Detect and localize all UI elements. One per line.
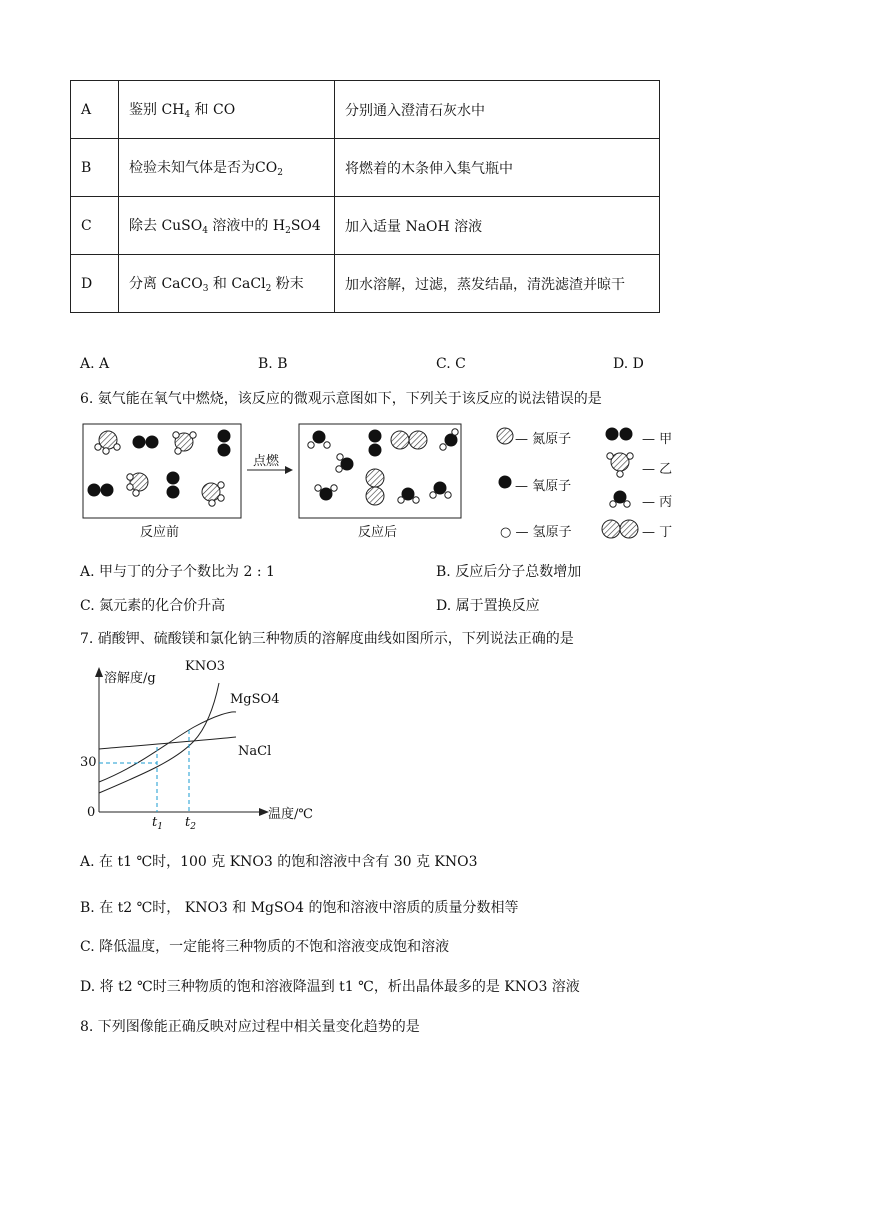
after-label: 反应后 xyxy=(358,525,398,540)
row-key: A xyxy=(71,81,119,139)
h2o-molecule xyxy=(440,429,458,450)
table-row xyxy=(71,139,660,197)
q6-stem: 6. 氨气能在氧气中燃烧，该反应的微观示意图如下，下列关于该反应的说法错误的是 xyxy=(80,391,602,407)
table-row xyxy=(71,255,660,313)
nh3-molecule xyxy=(95,431,120,454)
row-purpose: 鉴别 $CH_4$ 和 CO xyxy=(119,81,335,139)
q5-option-c[interactable]: C. C xyxy=(436,356,466,372)
y-tick-30: 30 xyxy=(80,755,97,770)
q6-option-a[interactable]: A. 甲与丁的分子个数比为 2 : 1 xyxy=(80,564,275,580)
q5-table xyxy=(70,80,660,313)
q7-option-b[interactable]: B. 在 t2 ℃时， KNO3 和 MgSO4 的饱和溶液中溶质的质量分数相等 xyxy=(80,900,519,916)
row-method: 分别通入澄清石灰水中 xyxy=(335,81,660,139)
t1-label: $t_1$ xyxy=(152,815,163,832)
q7-option-c[interactable]: C. 降低温度，一定能将三种物质的不饱和溶液变成饱和溶液 xyxy=(80,939,450,955)
mgso4-label: MgSO4 xyxy=(230,692,280,707)
q5-option-d[interactable]: D. D xyxy=(613,356,644,372)
x-axis-label: 温度/℃ xyxy=(268,807,313,822)
h2o-molecule xyxy=(398,488,419,504)
row-purpose: 检验未知气体是否为$CO_2$ xyxy=(119,139,335,197)
legend-bing-label: — 丙 xyxy=(642,495,673,510)
h2o-molecule xyxy=(315,485,337,501)
origin-label: 0 xyxy=(87,805,96,820)
y-axis-label: 溶解度/g xyxy=(104,671,156,686)
reaction-arrow-label: 点燃 xyxy=(253,454,280,469)
row-key: D xyxy=(71,255,119,313)
row-method: 加入适量 NaOH 溶液 xyxy=(335,197,660,255)
nh3-molecule xyxy=(173,432,196,454)
o2-molecule xyxy=(167,472,180,499)
row-purpose: 除去 CuSO$_4$ 溶液中的 $H_2SO4$ xyxy=(119,197,335,255)
legend-yi-label: — 乙 xyxy=(642,462,673,477)
nacl-curve xyxy=(99,737,236,749)
legend-hydrogen: ○ — 氢原子 xyxy=(500,525,572,540)
legend-jia-label: — 甲 xyxy=(642,432,673,447)
before-label: 反应前 xyxy=(140,525,180,540)
legend-jia xyxy=(606,428,633,441)
q6-option-c[interactable]: C. 氮元素的化合价升高 xyxy=(80,598,226,614)
h2o-molecule xyxy=(336,454,354,472)
h2o-molecule xyxy=(430,482,451,499)
nacl-label: NaCl xyxy=(238,744,272,759)
row-method: 将燃着的木条伸入集气瓶中 xyxy=(335,139,660,197)
q6-option-d[interactable]: D. 属于置换反应 xyxy=(436,598,540,614)
q5-option-a[interactable]: A. A xyxy=(80,356,110,372)
legend-oxygen: — 氧原子 xyxy=(515,479,572,494)
h2o-molecule xyxy=(308,431,330,449)
nh3-molecule xyxy=(202,482,224,506)
row-purpose: 分离 CaCO$_3$ 和 CaCl$_2$ 粉末 xyxy=(119,255,335,313)
legend-bing xyxy=(610,491,630,508)
table-row xyxy=(71,197,660,255)
oxygen-atom-icon xyxy=(499,476,512,489)
legend-ding-label: — 丁 xyxy=(642,525,673,540)
q6-option-b[interactable]: B. 反应后分子总数增加 xyxy=(436,564,582,580)
row-method: 加水溶解，过滤，蒸发结晶，清洗滤渣并晾干 xyxy=(335,255,660,313)
q7-option-d[interactable]: D. 将 t2 ℃时三种物质的饱和溶液降温到 t1 ℃，析出晶体最多的是 KNO3 溶液 xyxy=(80,979,580,995)
o2-molecule xyxy=(133,436,159,449)
q5-option-b[interactable]: B. B xyxy=(258,356,288,372)
q7-option-a[interactable]: A. 在 t1 ℃时，100 克 KNO3 的饱和溶液中含有 30 克 KNO3 xyxy=(80,854,478,870)
legend-nitrogen: — 氮原子 xyxy=(515,432,572,447)
o2-molecule xyxy=(369,430,382,457)
nh3-molecule xyxy=(127,473,148,496)
q7-stem: 7. 硝酸钾、硫酸镁和氯化钠三种物质的溶解度曲线如图所示，下列说法正确的是 xyxy=(80,631,574,647)
row-key: B xyxy=(71,139,119,197)
nitrogen-atom-icon xyxy=(497,428,513,444)
table-row xyxy=(71,81,660,139)
kno3-curve xyxy=(99,683,219,793)
n2-molecule xyxy=(391,431,427,449)
kno3-label: KNO3 xyxy=(185,659,226,674)
row-key: C xyxy=(71,197,119,255)
o2-molecule xyxy=(88,484,114,497)
legend-yi xyxy=(607,453,633,477)
q8-stem: 8. 下列图像能正确反映对应过程中相关量变化趋势的是 xyxy=(80,1019,420,1035)
n2-molecule xyxy=(366,469,384,505)
t2-label: $t_2$ xyxy=(185,815,196,832)
legend-ding xyxy=(602,520,638,538)
o2-molecule xyxy=(218,430,231,457)
